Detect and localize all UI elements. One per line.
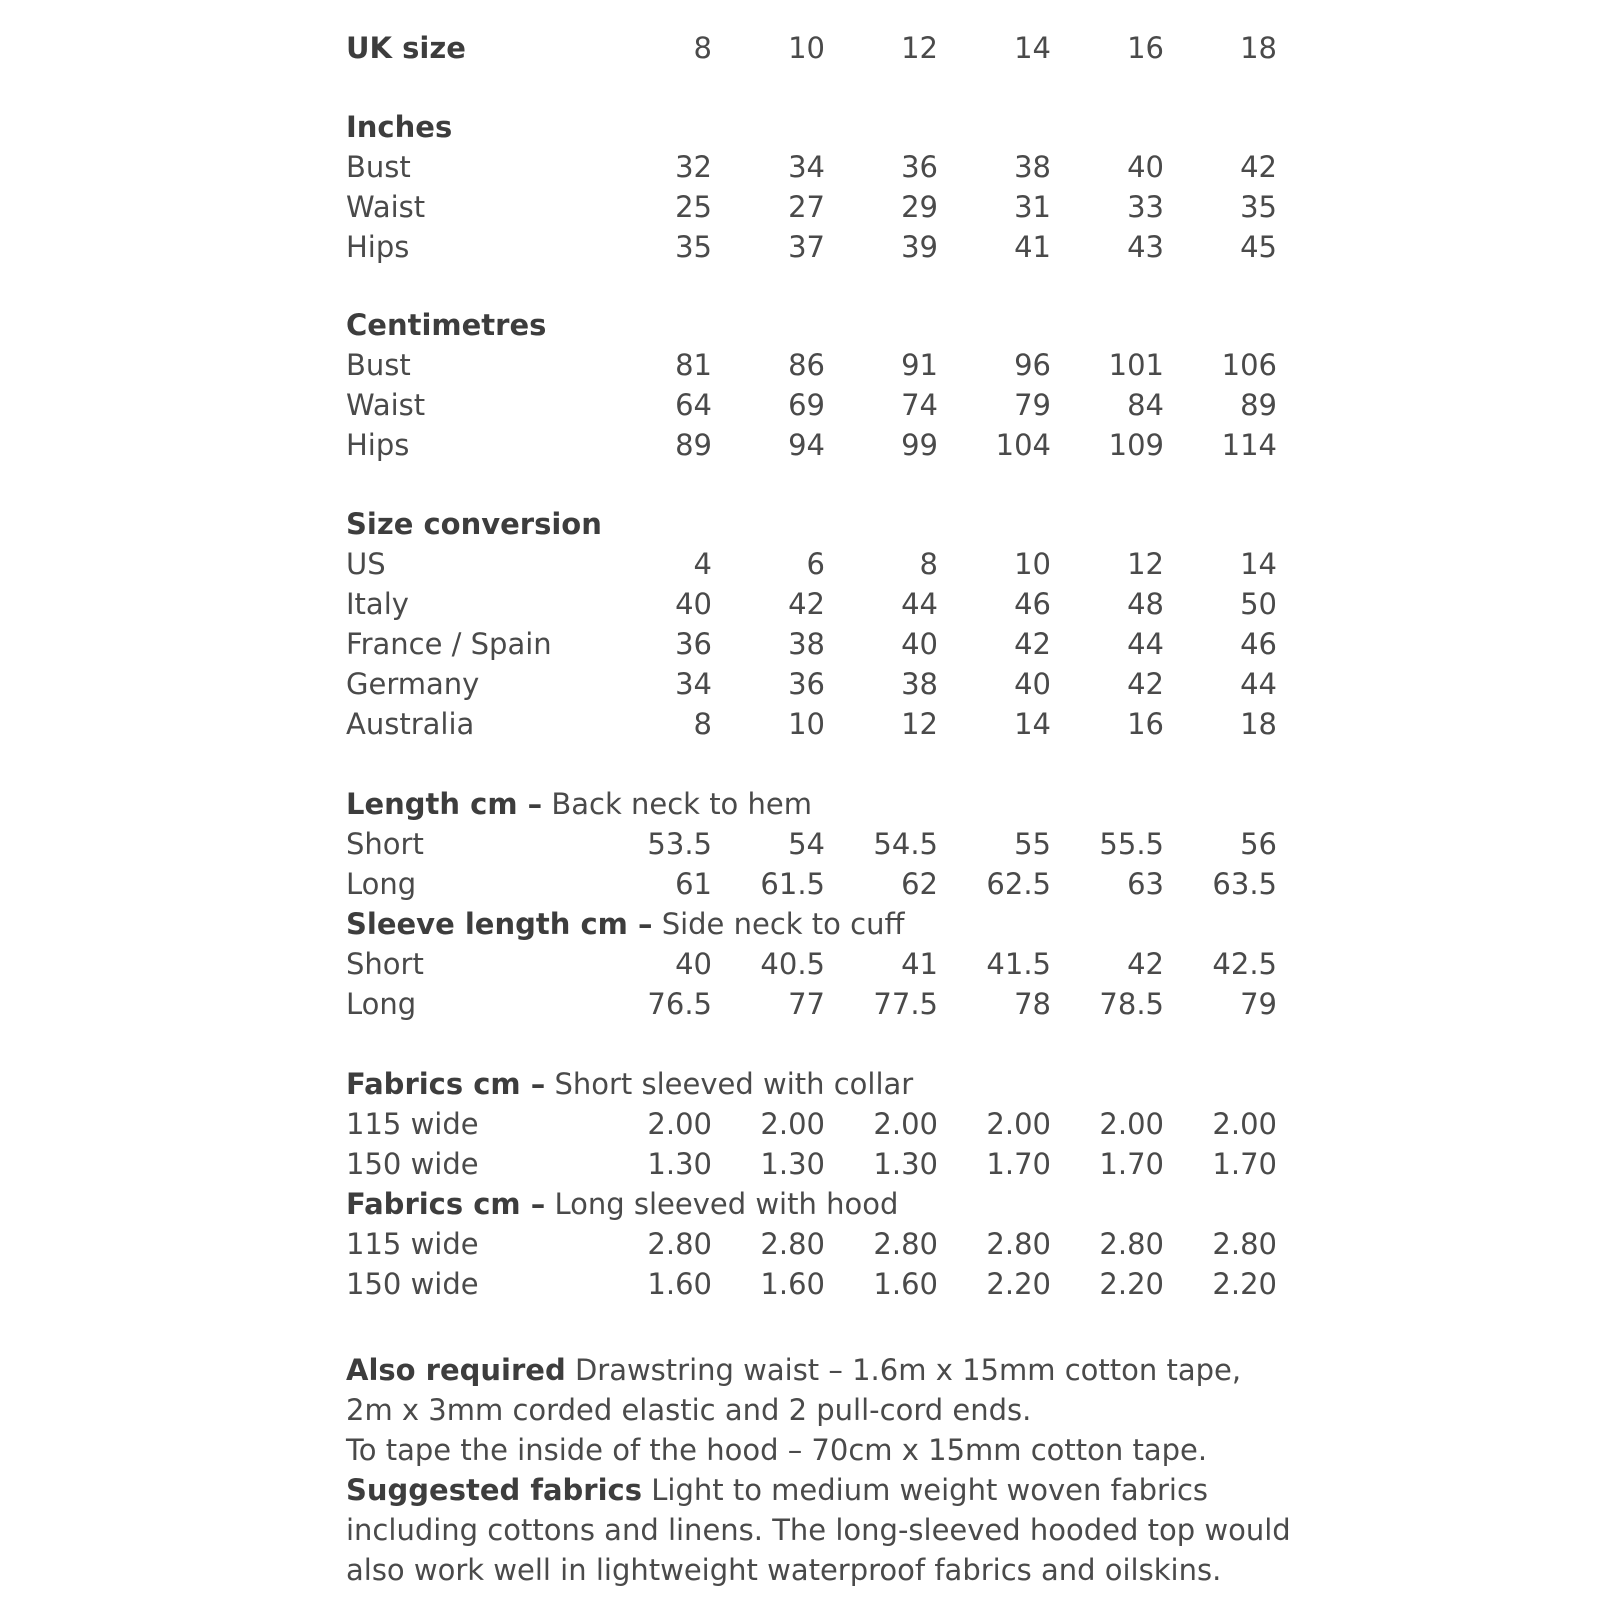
- cell-value: 54: [788, 827, 825, 861]
- row-label: Waist: [346, 388, 426, 422]
- cell-value: 8: [919, 547, 938, 581]
- cell-value: 4: [693, 547, 712, 581]
- cell-value: 1.30: [873, 1147, 938, 1181]
- cell-value: 55.5: [1099, 827, 1164, 861]
- row-label: Australia: [346, 707, 475, 741]
- cell-value: 40: [1127, 150, 1164, 184]
- cell-value: 45: [1240, 230, 1277, 264]
- heading-text: Centimetres: [346, 308, 547, 342]
- cell-value: 14: [1014, 31, 1051, 65]
- table-row: [0, 544, 1600, 584]
- section-heading: [346, 28, 466, 68]
- cell-value: 6: [806, 547, 825, 581]
- cell-value: 40.5: [760, 947, 825, 981]
- cell-value: 56: [1240, 827, 1277, 861]
- cell-value: 104: [995, 428, 1051, 462]
- table-row: [0, 227, 1600, 267]
- table-row: [0, 1104, 1600, 1144]
- row-label: Hips: [346, 428, 410, 462]
- table-row: [0, 984, 1600, 1024]
- row-label: 115 wide: [346, 1107, 479, 1141]
- cell-value: 79: [1240, 987, 1277, 1021]
- cell-value: 41.5: [986, 947, 1051, 981]
- cell-value: 96: [1014, 348, 1051, 382]
- suggested-fabrics-heading: Suggested fabrics: [346, 1473, 643, 1507]
- section-heading-row: [0, 504, 1600, 544]
- cell-value: 63: [1127, 867, 1164, 901]
- section-heading-row: [0, 107, 1600, 147]
- section-heading-row: [0, 784, 1600, 824]
- cell-value: 16: [1127, 707, 1164, 741]
- cell-value: 114: [1221, 428, 1277, 462]
- section-heading: [346, 1064, 913, 1104]
- cell-value: 62: [901, 867, 938, 901]
- cell-value: 2.00: [1099, 1107, 1164, 1141]
- cell-value: 36: [675, 627, 712, 661]
- section-heading: [346, 904, 904, 944]
- cell-value: 89: [1240, 388, 1277, 422]
- suggested-fabrics-line-1: [346, 1470, 1286, 1510]
- cell-value: 86: [788, 348, 825, 382]
- cell-value: 1.70: [986, 1147, 1051, 1181]
- cell-value: 2.00: [986, 1107, 1051, 1141]
- row-label: Long: [346, 987, 417, 1021]
- table-row: [0, 1224, 1600, 1264]
- cell-value: 78: [1014, 987, 1051, 1021]
- cell-value: 29: [901, 190, 938, 224]
- cell-value: 10: [788, 31, 825, 65]
- cell-value: 2.80: [760, 1227, 825, 1261]
- table-row: [0, 664, 1600, 704]
- subheading-text: Back neck to hem: [551, 787, 812, 821]
- section-heading: [346, 107, 452, 147]
- cell-value: 38: [788, 627, 825, 661]
- section-heading: [346, 784, 812, 824]
- cell-value: 101: [1108, 348, 1164, 382]
- cell-value: 2.80: [1212, 1227, 1277, 1261]
- table-row: [0, 1264, 1600, 1304]
- cell-value: 41: [1014, 230, 1051, 264]
- cell-value: 48: [1127, 587, 1164, 621]
- cell-value: 64: [675, 388, 712, 422]
- row-label: Germany: [346, 667, 480, 701]
- cell-value: 37: [788, 230, 825, 264]
- cell-value: 2.80: [986, 1227, 1051, 1261]
- row-label: Bust: [346, 348, 411, 382]
- row-label: 115 wide: [346, 1227, 479, 1261]
- cell-value: 2.00: [647, 1107, 712, 1141]
- cell-value: 1.60: [647, 1267, 712, 1301]
- table-row: [0, 345, 1600, 385]
- cell-value: 69: [788, 388, 825, 422]
- cell-value: 42.5: [1212, 947, 1277, 981]
- cell-value: 40: [901, 627, 938, 661]
- cell-value: 106: [1221, 348, 1277, 382]
- table-row: [0, 1144, 1600, 1184]
- cell-value: 61.5: [760, 867, 825, 901]
- cell-value: 81: [675, 348, 712, 382]
- cell-value: 46: [1014, 587, 1051, 621]
- table-row: [0, 425, 1600, 465]
- table-row: [0, 864, 1600, 904]
- row-label: US: [346, 547, 386, 581]
- cell-value: 76.5: [647, 987, 712, 1021]
- suggested-fabrics-line-3: also work well in lightweight waterproof fabrics and oilskins.: [346, 1553, 1222, 1587]
- cell-value: 42: [1127, 947, 1164, 981]
- cell-value: 2.00: [760, 1107, 825, 1141]
- cell-value: 55: [1014, 827, 1051, 861]
- cell-value: 39: [901, 230, 938, 264]
- also-required-line-1: [346, 1350, 1286, 1390]
- cell-value: 54.5: [873, 827, 938, 861]
- section-heading-row: [0, 28, 1600, 68]
- cell-value: 42: [1240, 150, 1277, 184]
- cell-value: 32: [675, 150, 712, 184]
- cell-value: 42: [1014, 627, 1051, 661]
- section-heading: [346, 504, 602, 544]
- cell-value: 79: [1014, 388, 1051, 422]
- cell-value: 89: [675, 428, 712, 462]
- heading-text: UK size: [346, 31, 466, 65]
- cell-value: 40: [675, 947, 712, 981]
- heading-text: Fabrics cm –: [346, 1187, 546, 1221]
- cell-value: 84: [1127, 388, 1164, 422]
- cell-value: 40: [1014, 667, 1051, 701]
- cell-value: 42: [1127, 667, 1164, 701]
- cell-value: 1.30: [760, 1147, 825, 1181]
- heading-text: Fabrics cm –: [346, 1067, 546, 1101]
- cell-value: 2.20: [1099, 1267, 1164, 1301]
- cell-value: 63.5: [1212, 867, 1277, 901]
- cell-value: 91: [901, 348, 938, 382]
- cell-value: 1.70: [1099, 1147, 1164, 1181]
- cell-value: 36: [788, 667, 825, 701]
- cell-value: 2.20: [1212, 1267, 1277, 1301]
- table-row: [0, 385, 1600, 425]
- table-row: [0, 824, 1600, 864]
- cell-value: 35: [675, 230, 712, 264]
- cell-value: 10: [788, 707, 825, 741]
- cell-value: 10: [1014, 547, 1051, 581]
- cell-value: 43: [1127, 230, 1164, 264]
- cell-value: 8: [693, 31, 712, 65]
- notes-section: [346, 1350, 1291, 1590]
- cell-value: 33: [1127, 190, 1164, 224]
- cell-value: 34: [788, 150, 825, 184]
- cell-value: 62.5: [986, 867, 1051, 901]
- subheading-text: Long sleeved with hood: [554, 1187, 899, 1221]
- table-row: [0, 584, 1600, 624]
- heading-text: Size conversion: [346, 507, 602, 541]
- table-row: [0, 147, 1600, 187]
- section-heading: [346, 305, 546, 345]
- cell-value: 12: [901, 31, 938, 65]
- cell-value: 31: [1014, 190, 1051, 224]
- cell-value: 44: [1127, 627, 1164, 661]
- also-required-line-3: To tape the inside of the hood – 70cm x 15mm cotton tape.: [346, 1433, 1208, 1467]
- cell-value: 50: [1240, 587, 1277, 621]
- cell-value: 53.5: [647, 827, 712, 861]
- cell-value: 109: [1108, 428, 1164, 462]
- row-label: Waist: [346, 190, 426, 224]
- cell-value: 77.5: [873, 987, 938, 1021]
- cell-value: 2.00: [873, 1107, 938, 1141]
- cell-value: 61: [675, 867, 712, 901]
- table-row: [0, 944, 1600, 984]
- row-label: Italy: [346, 587, 409, 621]
- cell-value: 18: [1240, 31, 1277, 65]
- section-heading-row: [0, 1184, 1600, 1224]
- cell-value: 46: [1240, 627, 1277, 661]
- cell-value: 35: [1240, 190, 1277, 224]
- cell-value: 14: [1240, 547, 1277, 581]
- cell-value: 42: [788, 587, 825, 621]
- cell-value: 41: [901, 947, 938, 981]
- section-heading-row: [0, 1064, 1600, 1104]
- cell-value: 44: [1240, 667, 1277, 701]
- cell-value: 8: [693, 707, 712, 741]
- table-row: [0, 187, 1600, 227]
- heading-text: Inches: [346, 110, 453, 144]
- cell-value: 99: [901, 428, 938, 462]
- cell-value: 1.60: [760, 1267, 825, 1301]
- cell-value: 36: [901, 150, 938, 184]
- cell-value: 12: [1127, 547, 1164, 581]
- row-label: Short: [346, 947, 424, 981]
- cell-value: 2.80: [873, 1227, 938, 1261]
- cell-value: 77: [788, 987, 825, 1021]
- cell-value: 78.5: [1099, 987, 1164, 1021]
- row-label: Short: [346, 827, 424, 861]
- table-row: [0, 624, 1600, 664]
- cell-value: 38: [1014, 150, 1051, 184]
- row-label: France / Spain: [346, 627, 552, 661]
- cell-value: 12: [901, 707, 938, 741]
- row-label: 150 wide: [346, 1147, 479, 1181]
- suggested-fabrics-text: Light to medium weight woven fabrics: [651, 1473, 1209, 1507]
- row-label: Long: [346, 867, 417, 901]
- cell-value: 25: [675, 190, 712, 224]
- cell-value: 34: [675, 667, 712, 701]
- row-label: 150 wide: [346, 1267, 479, 1301]
- section-heading-row: [0, 904, 1600, 944]
- cell-value: 2.80: [647, 1227, 712, 1261]
- cell-value: 94: [788, 428, 825, 462]
- table-row: [0, 704, 1600, 744]
- cell-value: 2.80: [1099, 1227, 1164, 1261]
- cell-value: 74: [901, 388, 938, 422]
- cell-value: 1.70: [1212, 1147, 1277, 1181]
- cell-value: 2.00: [1212, 1107, 1277, 1141]
- section-heading-row: [0, 305, 1600, 345]
- cell-value: 2.20: [986, 1267, 1051, 1301]
- row-label: Bust: [346, 150, 411, 184]
- cell-value: 1.60: [873, 1267, 938, 1301]
- also-required-line-2: 2m x 3mm corded elastic and 2 pull-cord ends.: [346, 1393, 1032, 1427]
- heading-text: Length cm –: [346, 787, 543, 821]
- cell-value: 18: [1240, 707, 1277, 741]
- also-required-heading: Also required: [346, 1353, 566, 1387]
- section-heading: [346, 1184, 898, 1224]
- suggested-fabrics-line-2: including cottons and linens. The long-sleeved hooded top would: [346, 1513, 1291, 1547]
- cell-value: 40: [675, 587, 712, 621]
- heading-text: Sleeve length cm –: [346, 907, 653, 941]
- cell-value: 1.30: [647, 1147, 712, 1181]
- cell-value: 38: [901, 667, 938, 701]
- cell-value: 27: [788, 190, 825, 224]
- cell-value: 14: [1014, 707, 1051, 741]
- cell-value: 16: [1127, 31, 1164, 65]
- also-required-text: Drawstring waist – 1.6m x 15mm cotton tape,: [574, 1353, 1242, 1387]
- cell-value: 44: [901, 587, 938, 621]
- row-label: Hips: [346, 230, 410, 264]
- subheading-text: Short sleeved with collar: [554, 1067, 914, 1101]
- subheading-text: Side neck to cuff: [661, 907, 905, 941]
